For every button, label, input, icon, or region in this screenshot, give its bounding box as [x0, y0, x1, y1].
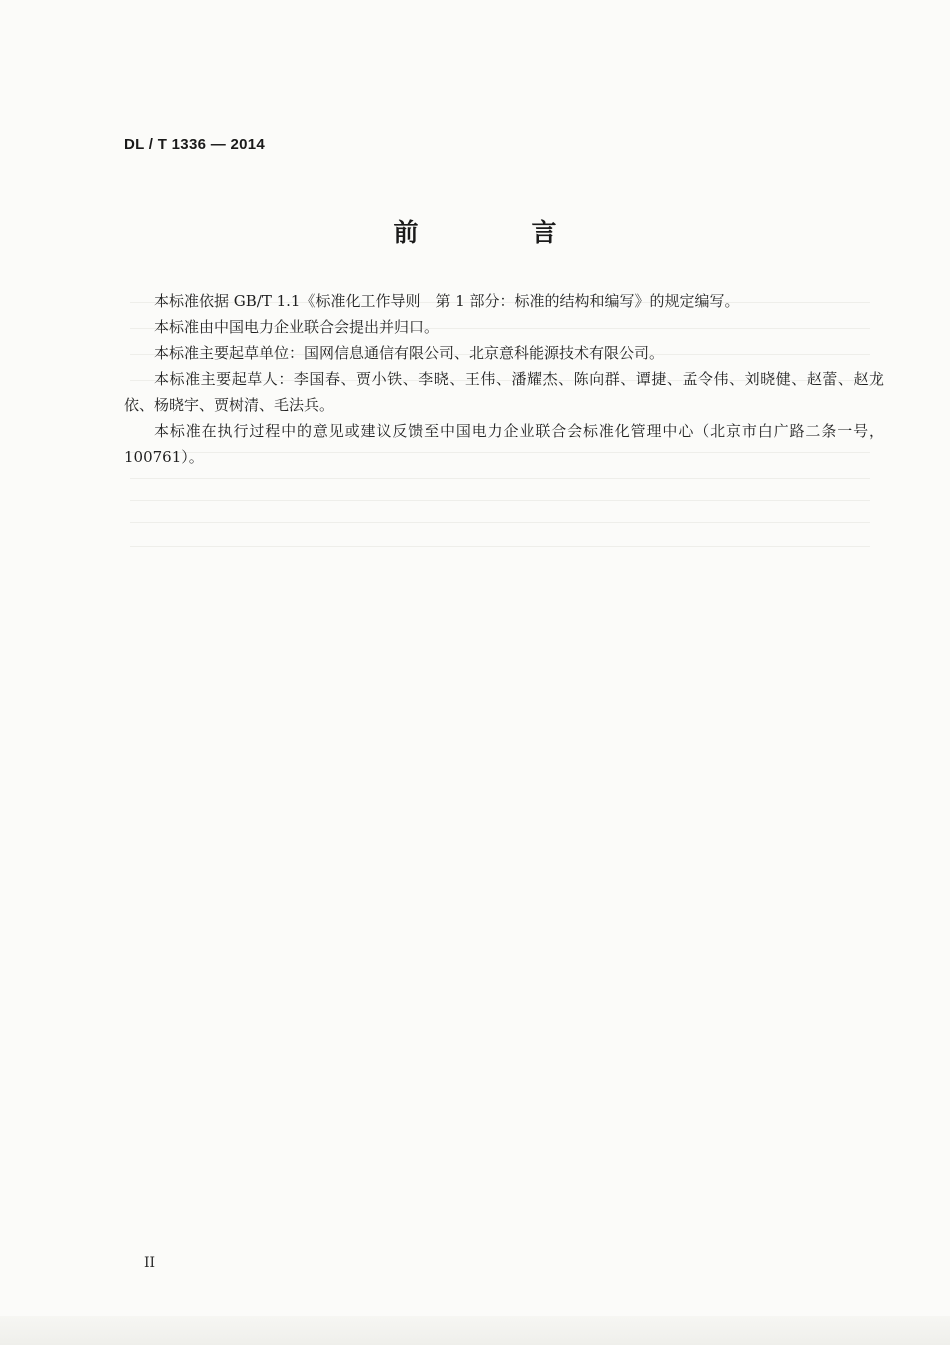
document-code: DL / T 1336 — 2014 [124, 136, 266, 153]
paragraph: 本标准依据 GB/T 1.1《标准化工作导则 第 1 部分：标准的结构和编写》的规定编写。 [154, 292, 740, 310]
paragraph: 本标准主要起草人：李国春、贾小铁、李晓、王伟、潘耀杰、陈向群、谭捷、孟令伟、刘晓健、赵蕾、赵龙依、杨晓宇、贾树清、毛法兵。 [124, 370, 884, 414]
paragraph: 本标准主要起草单位：国网信息通信有限公司、北京意科能源技术有限公司。 [154, 344, 665, 362]
bleed-through-line [130, 546, 870, 547]
scan-edge [0, 1316, 950, 1345]
bleed-through-line [130, 478, 870, 479]
bleed-through-line [130, 500, 870, 501]
bleed-through-line [130, 522, 870, 523]
page-number: II [144, 1255, 156, 1271]
paragraph: 本标准在执行过程中的意见或建议反馈至中国电力企业联合会标准化管理中心（北京市白广路二条一号，100761）。 [124, 422, 884, 466]
paragraph: 本标准由中国电力企业联合会提出并归口。 [154, 318, 440, 336]
section-title: 前 言 [393, 218, 601, 247]
foreword-body [124, 288, 884, 470]
